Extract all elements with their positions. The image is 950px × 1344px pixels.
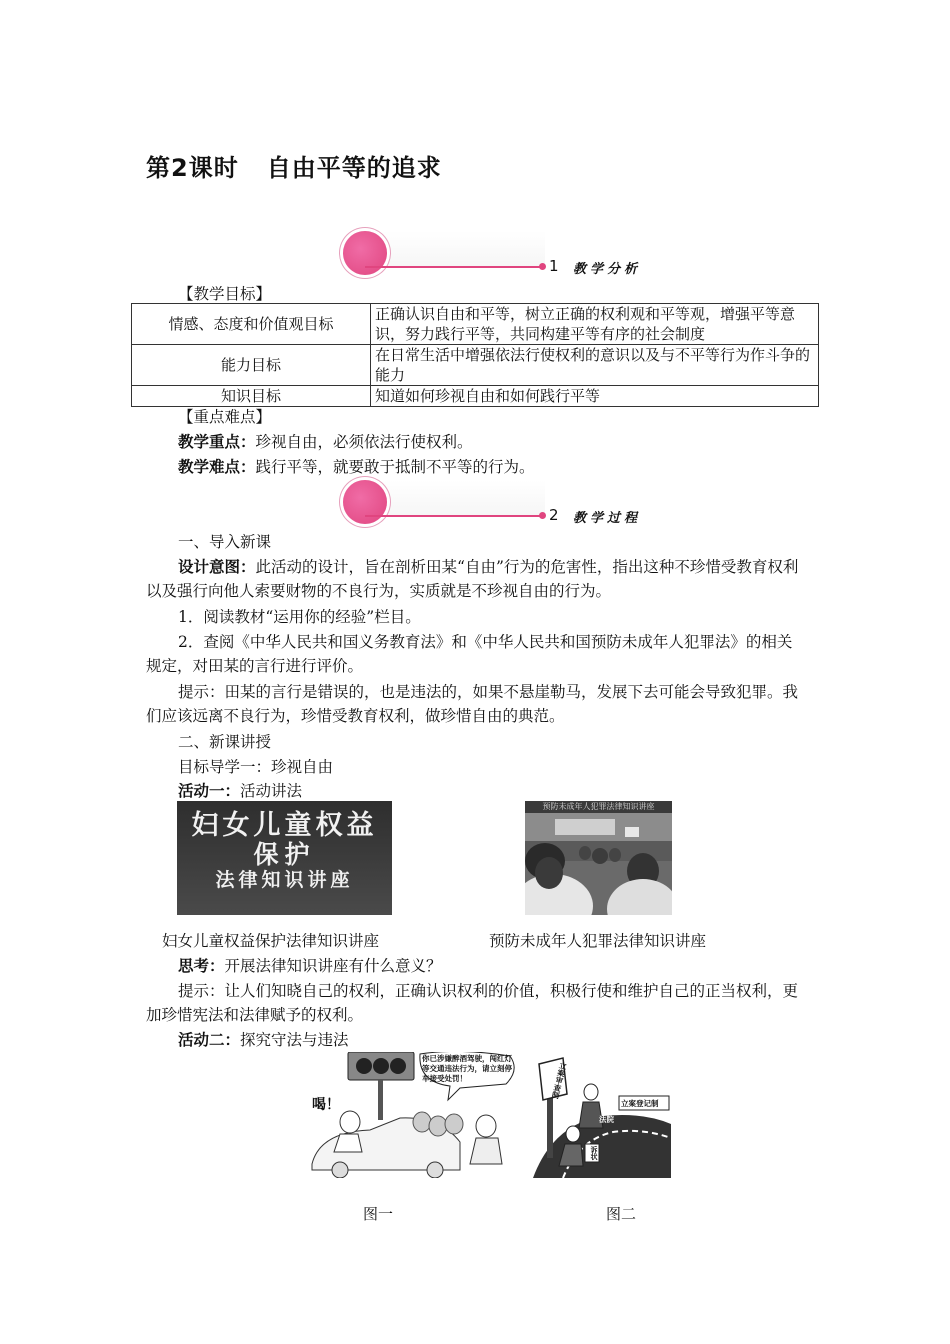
activity2-label: 活动二： [178,1031,241,1049]
section-number: 2 [549,506,559,524]
speech-bubble-text: 你已涉嫌醉酒驾驶，闯红灯等交通违法行为，请立刻停车接受处罚！ [422,1054,512,1083]
new-lesson-heading: 二、新课讲授 [178,733,272,751]
section-banner-analysis [343,231,643,279]
think-label: 思考： [178,957,225,975]
figure2-caption: 图二 [606,1205,637,1223]
key-point-label: 教学重点： [178,433,256,451]
goal-key: 能力目标 [132,345,371,386]
lecture-banner-image [177,801,392,915]
activity1 [178,779,302,803]
table-row [132,386,819,407]
goal-key: 知识目标 [132,386,371,407]
hint2: 提示：让人们知晓自己的权利，正确认识权利的价值，积极行使和维护自己的正当权利，更加珍惜宪法和法律赋予的权利。 [146,982,799,1024]
goal-value: 正确认识自由和平等，树立正确的权利观和平等观，增强平等意识，努力践行平等，共同构建平等有序的社会制度 [371,304,819,345]
difficult-point-text: 践行平等，就要敢于抵制不平等的行为。 [255,458,535,476]
activity1-label: 活动一： [178,782,241,800]
goals-heading: 【教学目标】 [178,285,272,303]
section-label: 教学分析 [573,262,642,277]
design-intent [146,555,806,603]
section-label: 教学过程 [573,511,642,526]
lesson-number: 第2课时 [146,154,239,182]
drunk-driving-cartoon [310,1052,520,1178]
photo-banner-text: 预防未成年人犯罪法律知识讲座 [542,802,655,811]
intro-step1: 1．阅读教材“运用你的经验”栏目。 [178,608,421,626]
shout-text: 喝！ [312,1097,340,1113]
intro-step2: 2．查阅《中华人民共和国义务教育法》和《中华人民共和国预防未成年人犯罪法》的相关规定，对田某的言行进行评价。 [146,633,793,675]
pink-circle-icon [343,231,387,275]
key-point-text: 珍视自由，必须依法行使权利。 [255,433,473,451]
caption-image1: 妇女儿童权益保护法律知识讲座 [162,932,380,950]
goal-value: 知道如何珍视自由和如何践行平等 [371,386,819,407]
sign-court: 法院 [599,1115,614,1124]
key-heading: 【重点难点】 [178,408,272,426]
banner-line2: 保护 [253,840,316,869]
lecture-hall-photo [525,801,672,915]
section-number: 1 [549,257,559,275]
page-title [146,148,442,183]
banner-line3: 法律知识讲座 [215,869,354,891]
difficult-point [178,455,535,479]
table-row [132,345,819,386]
caption-image2: 预防未成年人犯罪法律知识讲座 [489,932,707,950]
goals-table [131,303,819,407]
activity2 [178,1028,349,1052]
court-registration-cartoon [533,1054,671,1178]
lecture-hall-icon [525,801,672,915]
intro-hint: 提示：田某的言行是错误的，也是违法的，如果不悬崖勒马，发展下去可能会导致犯罪。我们应该远离不良行为，珍惜受教育权利，做珍惜自由的典范。 [146,683,799,725]
sign-review: 立案审查制 [550,1061,569,1100]
design-label: 设计意图： [178,558,256,576]
lesson-name: 自由平等的追求 [266,154,442,182]
intro-heading: 一、导入新课 [178,533,272,551]
think-text: 开展法律知识讲座有什么意义？ [224,957,442,975]
activity1-text: 活动讲法 [240,782,303,800]
pink-circle-icon [343,480,387,524]
difficult-point-label: 教学难点： [178,458,256,476]
sign-petition: 诉状 [590,1146,598,1160]
banner-line1: 妇女儿童权益 [191,810,378,841]
table-row [132,304,819,345]
design-text: 此活动的设计，旨在剖析田某“自由”行为的危害性，指出这种不珍惜受教育权利以及强行向他人索要财物的不良行为，实质就是不珍视自由的行为。 [146,558,799,600]
sign-registration: 立案登记制 [621,1099,659,1108]
activity2-text: 探究守法与违法 [240,1031,349,1049]
think-question [178,954,442,978]
section-banner-process [343,480,643,528]
figure1-caption: 图一 [363,1205,394,1223]
key-point [178,430,473,454]
goal-value: 在日常生活中增强依法行使权利的意识以及与不平等行为作斗争的能力 [371,345,819,386]
goal1-heading: 目标导学一：珍视自由 [178,758,334,776]
goal-key: 情感、态度和价值观目标 [132,304,371,345]
